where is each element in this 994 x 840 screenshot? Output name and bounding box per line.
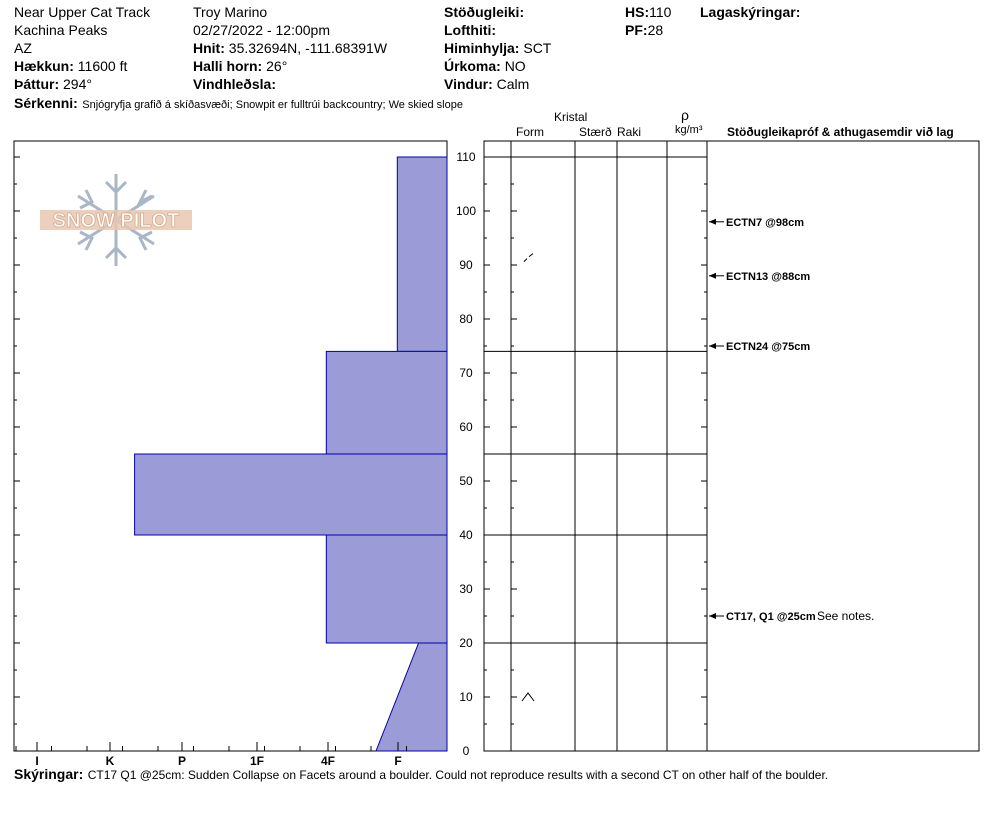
hardness-layer-bar bbox=[326, 535, 447, 643]
tests-header: Stöðugleikapróf & athugasemdir við lag bbox=[727, 125, 954, 139]
hardness-tick-label: P bbox=[177, 754, 187, 768]
depth-tick-label: 60 bbox=[459, 420, 473, 434]
hardness-layer-bar bbox=[135, 454, 447, 535]
depth-tick-label: 80 bbox=[459, 312, 473, 326]
layer-notes-label: Lagaskýringar: bbox=[700, 4, 801, 20]
size-header: Stærð bbox=[579, 125, 612, 139]
depth-tick-label: 20 bbox=[459, 636, 473, 650]
test-arrow-head bbox=[709, 273, 716, 279]
depth-tick-label: 0 bbox=[462, 744, 470, 758]
hardness-tick-label: F bbox=[394, 754, 402, 768]
depth-tick-label: 70 bbox=[459, 366, 473, 380]
depth-tick-label: 40 bbox=[459, 528, 473, 542]
coords-label: Hnit: bbox=[193, 40, 225, 56]
location-name: Near Upper Cat Track bbox=[14, 4, 151, 20]
pf-label: PF: bbox=[625, 22, 648, 38]
depth-tick-label: 110 bbox=[456, 150, 476, 164]
crystal-header: Kristal bbox=[554, 110, 588, 124]
test-result-label: CT17, Q1 @25cm bbox=[726, 611, 816, 623]
depth-hoar-symbol bbox=[522, 693, 534, 701]
aspect-label: Þáttur: bbox=[14, 76, 60, 92]
features-value: Snjógryfja grafið á skíðasvæði; Snowpit er fulltrúi backcountry; We skied slope bbox=[82, 99, 463, 111]
moisture-header: Raki bbox=[617, 125, 642, 139]
notes bbox=[14, 767, 828, 783]
precip-value: NO bbox=[504, 58, 526, 74]
decomposing-fragments-symbol bbox=[529, 254, 533, 257]
hardness-layer-bar bbox=[326, 351, 447, 454]
state-name: AZ bbox=[14, 40, 32, 56]
depth-tick-label: 90 bbox=[459, 258, 473, 272]
slope-label: Halli horn: bbox=[193, 58, 263, 74]
notes-value: CT17 Q1 @25cm: Sudden Collapse on Facets around a boulder. Could not reproduce results with a second CT on other half of the boulder. bbox=[87, 768, 829, 782]
depth-tick-label: 30 bbox=[459, 582, 473, 596]
wind-value: Calm bbox=[496, 76, 530, 92]
observation-datetime: 02/27/2022 - 12:00pm bbox=[193, 22, 330, 38]
hardness-tick-label: 4F bbox=[320, 754, 336, 768]
hardness-layer-bar bbox=[376, 643, 447, 751]
form-header: Form bbox=[516, 125, 544, 139]
aspect-value: 294° bbox=[63, 76, 92, 92]
test-arrow-head bbox=[709, 613, 716, 619]
hs-value: 110 bbox=[649, 4, 672, 20]
hs-label: HS: bbox=[625, 4, 650, 20]
elevation-label: Hækkun: bbox=[14, 58, 74, 74]
density-symbol: ρ bbox=[681, 107, 689, 123]
crystal-table-frame bbox=[484, 141, 979, 751]
observer-name: Troy Marino bbox=[193, 4, 268, 20]
test-arrow-head bbox=[709, 219, 716, 225]
test-result-label: ECTN13 @88cm bbox=[726, 270, 811, 283]
elevation-value: 11600 ft bbox=[77, 58, 128, 74]
precip-label: Úrkoma: bbox=[444, 58, 501, 74]
features-label: Sérkenni: bbox=[14, 95, 78, 111]
sky-label: Himinhylja: bbox=[444, 40, 520, 56]
notes-label: Skýringar: bbox=[14, 766, 84, 782]
depth-tick-label: 10 bbox=[459, 690, 473, 704]
hardness-tick-label: 1F bbox=[249, 754, 265, 768]
coords-value: 35.32694N, -111.68391W bbox=[228, 40, 388, 56]
hardness-layer-bar bbox=[397, 157, 447, 351]
hardness-tick-label: K bbox=[105, 754, 115, 768]
test-arrow-head bbox=[709, 343, 716, 349]
sky-value: SCT bbox=[523, 40, 552, 56]
test-result-label: ECTN7 @98cm bbox=[726, 216, 804, 229]
depth-tick-label: 50 bbox=[459, 474, 473, 488]
stability-label: Stöðugleiki: bbox=[444, 4, 525, 20]
density-unit: kg/m³ bbox=[675, 124, 703, 136]
wind-loading-label: Vindhleðsla: bbox=[193, 76, 276, 92]
test-result-label: ECTN24 @75cm bbox=[726, 341, 811, 353]
logo-text: SNOW PILOT bbox=[52, 210, 180, 232]
slope-value: 26° bbox=[266, 58, 288, 74]
wind-label: Vindur: bbox=[444, 76, 493, 92]
test-result-note: See notes. bbox=[817, 609, 875, 623]
depth-tick-label: 100 bbox=[455, 204, 477, 218]
hardness-tick-label: I bbox=[35, 754, 39, 768]
pf-value: 28 bbox=[647, 22, 664, 38]
range-name: Kachina Peaks bbox=[14, 22, 108, 38]
decomposing-fragments-symbol bbox=[524, 259, 527, 262]
air-temp-label: Lofthiti: bbox=[444, 22, 497, 38]
